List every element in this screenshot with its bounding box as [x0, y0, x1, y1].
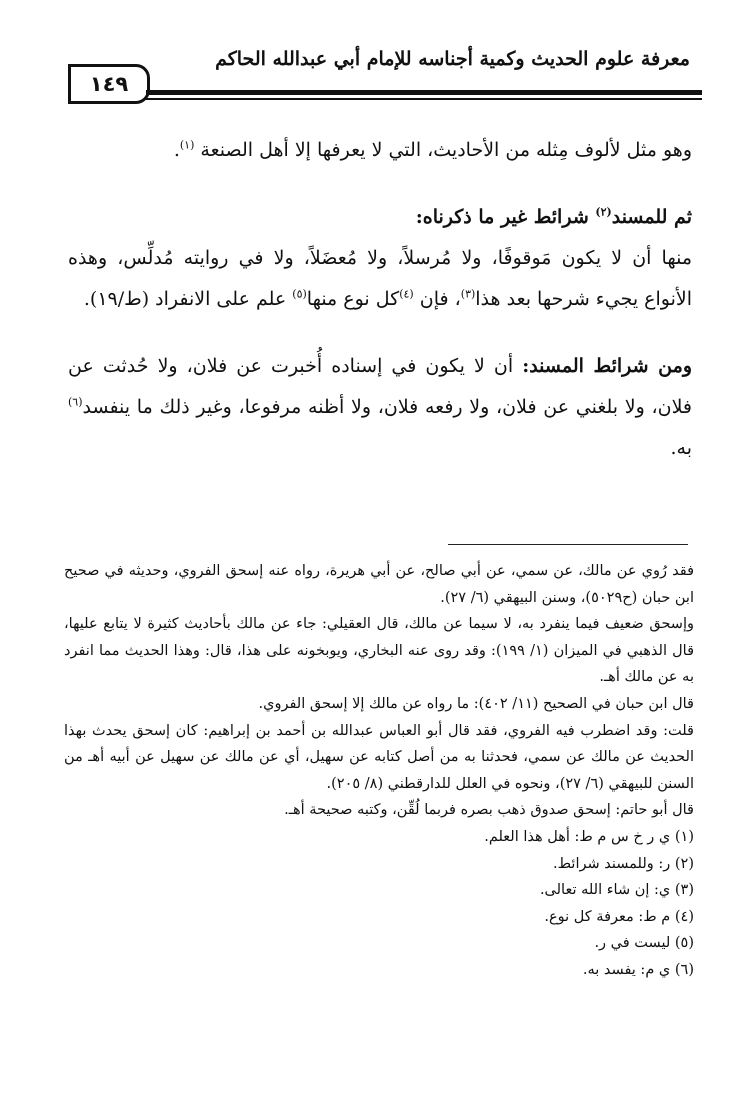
footnote-separator [448, 544, 688, 545]
note-continuation-4: قلت: وقد اضطرب فيه الفروي، فقد قال أبو العباس عبدالله بن أحمد بن إبراهيم: كان إسحق يحدث بهذا الحديث عن مالك عن سمي، فحدثنا به من أصل كتابه عن سهيل، أي عن مالك عن سهيل عن أبيه أهـ من السنن للبيهقي (٦/ ٢٧)، ونحوه في العلل للدارقطني (٨/ ٢٠٥). [64, 722, 694, 792]
note-continuation-1: فقد رُوي عن مالك، عن سمي، عن أبي صالح، عن أبي هريرة، رواه عنه إسحق الفروي، وحديثه في صحيح ابن حبان (ح٥٠٢٩)، وسنن البيهقي (٦/ ٢٧). [64, 563, 694, 606]
footnote-3: (٣) ي: إن شاء الله تعالى. [539, 882, 694, 899]
header-rule-thin [146, 98, 702, 100]
paragraph-3 [68, 346, 692, 469]
note-continuation-5: قال أبو حاتم: إسحق صدوق ذهب بصره فربما لُقِّن، وكتبه صحيحة أهـ. [284, 802, 694, 819]
spacer [68, 320, 692, 346]
footnote-ref-1: (١) [179, 138, 195, 152]
paragraph-2-text-a: منها أن لا يكون مَوقوفًا، ولا مُرسلاً، ولا مُعضَلاً، ولا في روايته مُدلِّس، وهذه الأنواع يجيء شرحها بعد هذا [68, 247, 692, 310]
spacer [68, 171, 692, 197]
paragraph-1-end: . [173, 139, 180, 161]
footnote-4: (٤) م ط: معرفة كل نوع. [544, 908, 694, 925]
footnote-6: (٦) ي م: يفسد به. [582, 961, 694, 978]
section-heading [68, 197, 692, 238]
running-header-title: معرفة علوم الحديث وكمية أجناسه للإمام أبي عبدالله الحاكم [215, 48, 690, 70]
paragraph-3-text-a: أن لا يكون في إسناده أُخبرت عن فلان، ولا حُدثت عن فلان، ولا بلغني عن فلان، ولا رفعه فلان، ولا أظنه مرفوعا، وغير ذلك ما ينفسد [68, 355, 692, 418]
footnote-1: (١) ي ر خ س م ط: أهل هذا العلم. [484, 828, 694, 845]
footnote-ref-3: (٣) [460, 287, 476, 301]
footnotes [64, 558, 694, 984]
paragraph-3-lead: ومن شرائط المسند: [522, 355, 692, 377]
footnote-ref-4: (٤) [399, 287, 414, 301]
paragraph-2 [68, 238, 692, 320]
footnote-5: (٥) ليست في ر. [594, 935, 694, 952]
footnote-ref-5: (٥) [292, 287, 307, 301]
paragraph-2-text-d: علم على الانفراد (ط/١٩). [83, 288, 293, 310]
note-continuation-2: وإسحق ضعيف فيما ينفرد به، لا سيما عن مالك، قال العقيلي: جاء عن مالك بأحاديث كثيرة لا يتابع عليها، قال الذهبي في الميزان (١/ ١٩٩): وقد روى عنه البخاري، ويوبخونه على هذا، قال: وهذا الحديث مما انفرد به عن مالك أهـ. [64, 616, 695, 686]
main-text [68, 130, 692, 469]
paragraph-3-text-b: به. [670, 437, 692, 459]
footnote-ref-6: (٦) [68, 395, 83, 409]
paragraph-1 [68, 130, 692, 171]
note-continuation-3: قال ابن حبان في الصحيح (١١/ ٤٠٢): ما رواه عن مالك إلا إسحق الفروي. [258, 695, 694, 712]
paragraph-2-text-c: كل نوع منها [306, 288, 400, 310]
page-number-badge: ١٤٩ [68, 64, 150, 104]
heading-text-end: شرائط غير ما ذكرناه: [415, 206, 596, 228]
footnote-ref-2: (٢) [595, 205, 612, 219]
heading-text-start: ثم للمسند [611, 206, 692, 228]
header-rule-thick [146, 90, 702, 95]
footnote-2: (٢) ر: وللمسند شرائط. [553, 855, 694, 872]
paragraph-1-text: وهو مثل لألوف مِثله من الأحاديث، التي لا يعرفها إلا أهل الصنعة [200, 139, 692, 161]
paragraph-2-text-b: ، فإن [413, 288, 461, 310]
